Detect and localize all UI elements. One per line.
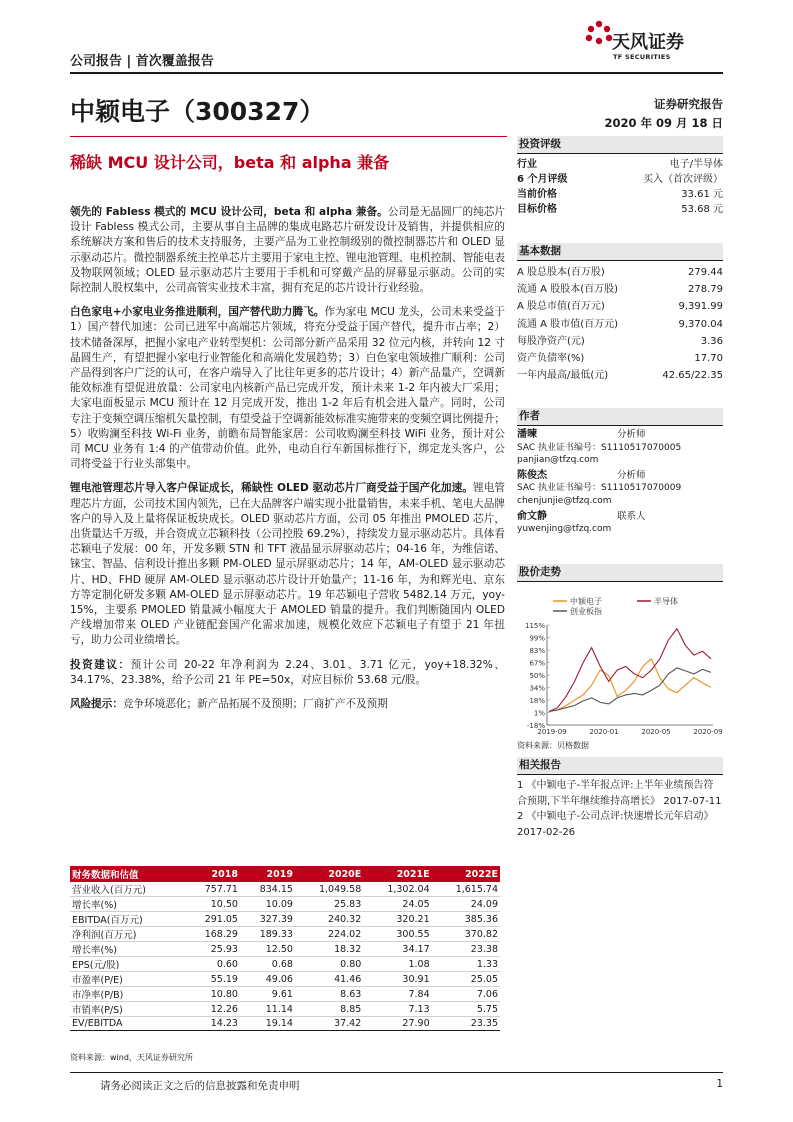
- basic-row: 流通 A 股股本(百万股) 278.79: [517, 284, 723, 296]
- p1-text: 公司是无晶圆厂的纯芯片设计 Fabless 模式公司，主要从事自主品牌的集成电路芯片研发设计及销售，并提供相应的系统解决方案和售后的技术支持服务，主要产品为工业控制级别的微控制器芯片和 OLED 显示驱动芯片。微控制器系统主控单芯片主要用于家电主控、锂电池管理、电机控制、智能电表及物联网领域；OLED 显示驱动芯片主要用于手机和可穿戴产品的屏幕显示驱动。公司的实际控制人股权集中，公司高管实业技术丰富，拥有充足的芯片设计行业经验。: [70, 206, 506, 295]
- y-tick-label: 34%: [529, 684, 545, 693]
- related-panel: [517, 757, 723, 840]
- p5-lead: 风险提示：: [70, 698, 123, 711]
- report-date: 2020 年 09 月 18 日: [604, 116, 723, 130]
- series-line: [549, 659, 711, 712]
- x-tick-label: 2020-05: [641, 728, 671, 735]
- y-tick-label: 18%: [529, 697, 545, 705]
- footer-rule: [70, 1072, 723, 1073]
- author-name: 潘暕: [517, 429, 537, 440]
- paragraph-2: [70, 305, 505, 472]
- p4-text: 预计公司 20-22 年净利润为 2.24、3.01、3.71 亿元，yoy+18.32%、34.17%、23.38%，给予公司 21 年 PE=50x，对应目标价 53.68 元/股。: [70, 658, 505, 686]
- x-tick-label: 2020-09: [693, 728, 723, 735]
- price-chart: [517, 585, 723, 735]
- basic-row: 资产负债率(%) 17.70: [517, 353, 723, 365]
- author-email[interactable]: yuwenjing@tfzq.com: [517, 524, 612, 535]
- basic-data-title: 基本数据: [517, 243, 723, 261]
- y-tick-label: 99%: [529, 634, 545, 643]
- legend-label: 创业板指: [570, 607, 602, 616]
- p2-text: 作为家电 MCU 龙头，公司未来受益于 1）国产替代加速：公司已进军中高端芯片领域，将充分受益于国产替代，提升市占率；2）技术储备深厚，把握小家电产业转型契机：公司部分新产品采用 32 位元内核，并转向 12 寸晶圆生产，有望把握小家电行业智能化和高端化发展趋势；3）白色家电领域推广顺利：公司产品得到客户广泛的认可，在客户端导入了比往年更多的芯片设计；4）新产品量产，空调新能效标准有望促进放量：公司家电内核新产品已完成开发，预计未来 1-2 年内被大厂采用；大家电面板显示 MCU 预计在 12 月完成开发，推出 1-2 年后有机会进入量产。同时，公司专注于变频空调压缩机矢量控制，有望受益于空调新能效标准实施带来的变频空调比例提升；5）收购澜至科技 Wi-Fi 业务，前瞻布局智能家居：公司收购澜至科技 WiFi 业务，预计对公司 MCU 业务有 1:4 的产值带动价值。此外，电动自行车新国标推行下，绑定龙头客户，公司将受益于行业头部集中。: [70, 306, 506, 471]
- y-tick-label: -18%: [526, 722, 545, 730]
- author-item: 陈俊杰 分析师 SAC 执业证书编号：S1110517070009 chenjunjie@tfzq.com: [517, 470, 723, 508]
- financials-source: 资料来源：wind，天风证券研究所: [70, 1053, 193, 1062]
- legend-label: 中颖电子: [570, 597, 602, 606]
- table-row: 增长率(%) 25.93 12.50 18.32 34.17 23.38: [72, 943, 498, 956]
- paragraph-5: [70, 697, 505, 712]
- rating-row: 当前价格 33.61 元: [517, 189, 723, 200]
- author-email[interactable]: chenjunjie@tfzq.com: [517, 495, 612, 506]
- company-title: 中颖电子（300327）: [70, 97, 325, 126]
- table-row: 市盈率(P/E) 55.19 49.06 41.46 30.91 25.05: [72, 973, 498, 986]
- p2-lead: 白色家电+小家电业务推进顺利，国产替代助力腾飞。: [70, 306, 325, 319]
- table-row: 市销率(P/S) 12.26 11.14 8.85 7.13 5.75: [72, 1003, 498, 1016]
- basic-data-panel: [517, 243, 723, 384]
- series-line: [549, 668, 711, 712]
- y-tick-label: 83%: [529, 647, 545, 655]
- disclaimer: 请务必阅读正文之后的信息披露和免责申明: [100, 1080, 300, 1092]
- table-row: EV/EBITDA 14.23 19.14 37.42 27.90 23.35: [72, 1018, 498, 1030]
- table-row: EPS(元/股) 0.60 0.68 0.80 1.08 1.33: [72, 958, 498, 971]
- paragraph-4: [70, 658, 505, 688]
- logo-text: 天风证券: [612, 32, 684, 53]
- related-report-link[interactable]: 1 《中颖电子-半年报点评:上半年业绩预告符合预期,下半年继续维持高增长》 2017-07-11: [517, 780, 722, 807]
- author-item: 潘暕 分析师 SAC 执业证书编号：S1110517070005 panjian@tfzq.com: [517, 429, 723, 467]
- rating-row: 6 个月评级 买入（首次评级）: [517, 174, 723, 185]
- related-report-link[interactable]: 2 《中颖电子-公司点评:快速增长元年启动》 2017-02-26: [517, 811, 714, 838]
- series-line: [549, 629, 711, 712]
- rating-panel: [517, 136, 723, 217]
- financials-table: [70, 866, 500, 1031]
- basic-row: 流通 A 股市值(百万元) 9,370.04: [517, 318, 723, 330]
- p1-lead: 领先的 Fabless 模式的 MCU 设计公司，beta 和 alpha 兼备。: [70, 206, 388, 218]
- page-number: 1: [716, 1078, 723, 1090]
- author-name: 陈俊杰: [517, 469, 547, 481]
- paragraph-1: [70, 205, 505, 296]
- rating-row: 行业 电子/半导体: [517, 159, 723, 170]
- y-tick-label: 115%: [524, 622, 545, 630]
- related-title: 相关报告: [517, 757, 723, 775]
- price-chart-source: 资料来源：贝格数据: [517, 741, 589, 750]
- price-chart-panel: [517, 564, 723, 751]
- rating-row: 目标价格 53.68 元: [517, 204, 723, 215]
- p3-lead: 锂电池管理芯片导入客户保证成长，稀缺性 OLED 驱动芯片厂商受益于国产化加速。: [70, 482, 474, 495]
- legend-label: 半导体: [654, 597, 678, 606]
- x-tick-label: 2020-01: [589, 728, 619, 735]
- price-chart-title: 股价走势: [517, 564, 723, 582]
- basic-row: 一年内最高/最低(元) 42.65/22.35: [517, 370, 723, 382]
- paragraph-3: [70, 481, 505, 648]
- y-tick-label: 1%: [533, 709, 545, 718]
- basic-row: 每股净资产(元) 3.36: [517, 335, 723, 347]
- basic-row: A 股总市值(百万元) 9,391.99: [517, 301, 723, 313]
- table-row: 增长率(%) 10.50 10.09 25.83 24.05 24.09: [72, 898, 498, 911]
- author-email[interactable]: panjian@tfzq.com: [517, 455, 599, 466]
- p4-lead: 投资建议：: [70, 658, 131, 671]
- p3-text: 锂电管理芯片方面，公司技术国内领先，已在大品牌客户端实现小批量销售，未来手机、笔电大品牌客户的导入及上量将保证板块成长。OLED 驱动芯片方面，公司 05 年推出 PMOLED 芯片，出货量达千万级，并合资成立芯颖科技（公司控股 69.2%），持续发力显示驱动芯片。具体看芯颖电子发展：00 年，开发多颗 STN 和 TFT 液晶显示屏驱动芯片；04-16 年，为维信诺、铼宝、智晶、信利设计推出多颗 PM-OLED 显示屏驱动芯片；14 年，AM-OLED 显示驱动芯片、HD、FHD 硬屏 AM-OLED 显示驱动芯片设计开始量产；11-16 年，为和辉光电、京东方等定制化研发多颗 AM-OLED 显示屏驱动芯片。19 年芯颖电子营收 5482.14 万元，yoy-15%，主要系 PMOLED 销量减小幅度大于 AMOLED 销量的提升。我们判断随国内 OLED 产线增加带来 OLED 产业链配套国产化需求加速，规模化效应下芯颖电子有望于 21 年扭亏，助力公司业绩增长。: [70, 482, 505, 647]
- x-tick-label: 2019-09: [537, 728, 567, 735]
- p5-text: 竞争环境恶化；新产品拓展不及预期；厂商扩产不及预期: [122, 698, 388, 711]
- y-tick-label: 50%: [529, 672, 545, 680]
- table-row: 净利润(百万元) 168.29 189.33 224.02 300.55 370.82: [72, 928, 498, 941]
- rating-title: 投资评级: [517, 136, 723, 154]
- header-rule: [70, 72, 723, 74]
- authors-title: 作者: [517, 408, 723, 426]
- report-category: 公司报告 | 首次覆盖报告: [70, 54, 214, 69]
- headline-rule: [70, 136, 507, 137]
- table-row: 营业收入(百万元) 757.71 834.15 1,049.58 1,302.04 1,615.74: [72, 883, 498, 896]
- table-header-row: 财务数据和估值 2018 2019 2020E 2021E 2022E: [70, 866, 500, 882]
- y-tick-label: 67%: [529, 659, 545, 668]
- basic-row: A 股总股本(百万股) 279.44: [517, 267, 723, 278]
- logo-text-en: TF SECURITIES: [613, 53, 671, 61]
- headline: 稀缺 MCU 设计公司，beta 和 alpha 兼备: [70, 153, 390, 172]
- authors-panel: [517, 408, 723, 536]
- author-name: 俞文静: [517, 510, 547, 522]
- author-item: 俞文静 联系人 yuwenjing@tfzq.com: [517, 511, 723, 536]
- table-row: 市净率(P/B) 10.80 9.61 8.63 7.84 7.06: [72, 988, 498, 1001]
- report-type: 证券研究报告: [654, 97, 723, 111]
- table-row: EBITDA(百万元) 291.05 327.39 240.32 320.21 385.36: [72, 913, 498, 926]
- main-body: [70, 205, 505, 721]
